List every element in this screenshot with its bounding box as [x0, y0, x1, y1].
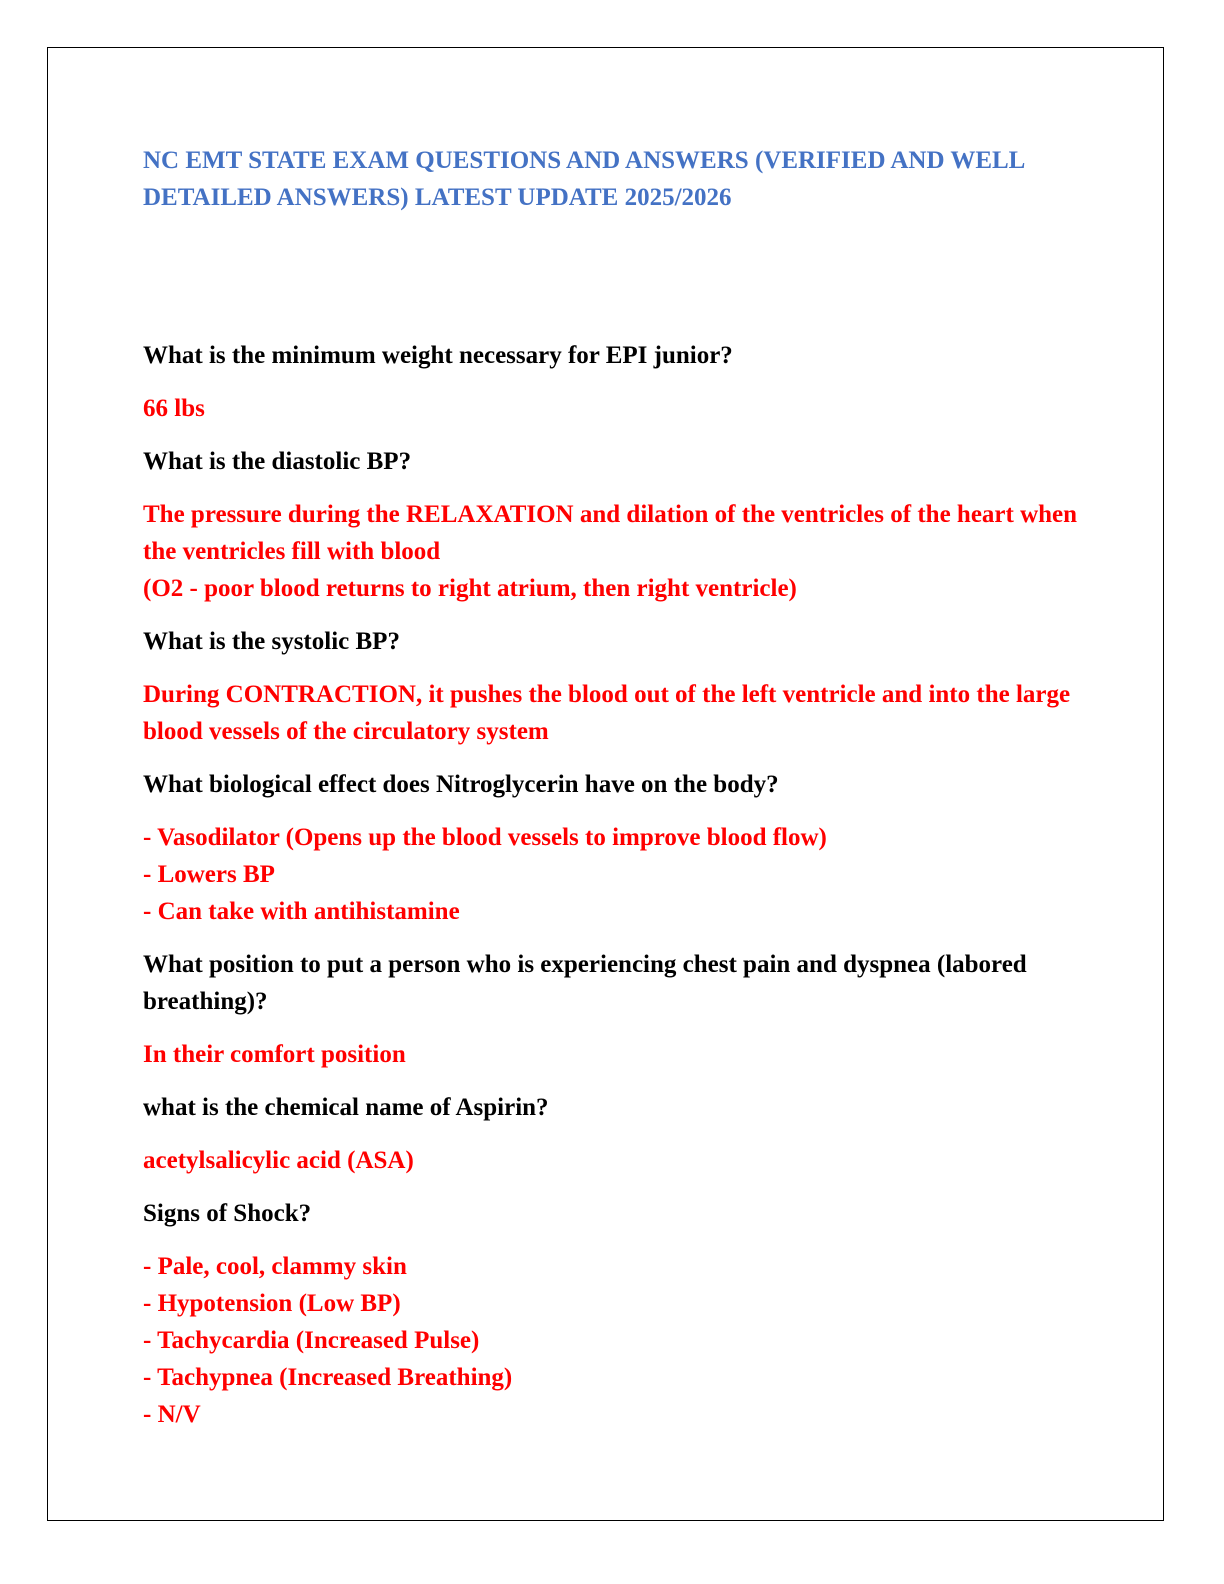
- answer-line: - Can take with antihistamine: [143, 898, 460, 925]
- answer-line: In their comfort position: [143, 1041, 406, 1068]
- question-5: [143, 946, 1103, 1020]
- answer-line: - Hypotension (Low BP): [143, 1290, 401, 1317]
- question-2: [143, 443, 1103, 480]
- question-1: [143, 337, 1103, 374]
- answer-1: [143, 390, 1103, 427]
- answer-line: acetylsalicylic acid (ASA): [143, 1147, 414, 1174]
- answer-line: - N/V: [143, 1401, 201, 1428]
- question-4: [143, 766, 1103, 803]
- answer-5: [143, 1036, 1103, 1073]
- answer-line: - Pale, cool, clammy skin: [143, 1253, 407, 1280]
- qa-list: [143, 337, 1103, 1449]
- answer-7: [143, 1248, 1103, 1433]
- document-title: NC EMT STATE EXAM QUESTIONS AND ANSWERS (VERIFIED AND WELL DETAILED ANSWERS) LATEST UPDATE 2025/2026: [143, 147, 1024, 211]
- answer-3: [143, 676, 1103, 750]
- question-line: Signs of Shock?: [143, 1200, 312, 1227]
- question-6: [143, 1089, 1103, 1126]
- answer-line: During CONTRACTION, it pushes the blood out of the left ventricle and into the large blood vessels of the circulatory system: [143, 681, 1071, 745]
- question-7: [143, 1195, 1103, 1232]
- question-line: What is the minimum weight necessary for EPI junior?: [143, 342, 733, 369]
- answer-4: [143, 819, 1103, 930]
- answer-line: The pressure during the RELAXATION and dilation of the ventricles of the heart when the ventricles fill with blood: [143, 501, 1078, 565]
- question-line: What is the diastolic BP?: [143, 448, 412, 475]
- answer-line: - Lowers BP: [143, 861, 275, 888]
- question-line: What is the systolic BP?: [143, 628, 400, 655]
- answer-line: - Vasodilator (Opens up the blood vessels to improve blood flow): [143, 824, 827, 851]
- answer-2: [143, 496, 1103, 607]
- answer-line: 66 lbs: [143, 395, 205, 422]
- question-3: [143, 623, 1103, 660]
- question-line: What position to put a person who is experiencing chest pain and dyspnea (labored breathing)?: [143, 951, 1027, 1015]
- answer-line: - Tachycardia (Increased Pulse): [143, 1327, 480, 1354]
- question-line: What biological effect does Nitroglycerin have on the body?: [143, 771, 779, 798]
- answer-line: - Tachypnea (Increased Breathing): [143, 1364, 513, 1391]
- question-line: what is the chemical name of Aspirin?: [143, 1094, 549, 1121]
- answer-line: (O2 - poor blood returns to right atrium, then right ventricle): [143, 575, 797, 602]
- answer-6: [143, 1142, 1103, 1179]
